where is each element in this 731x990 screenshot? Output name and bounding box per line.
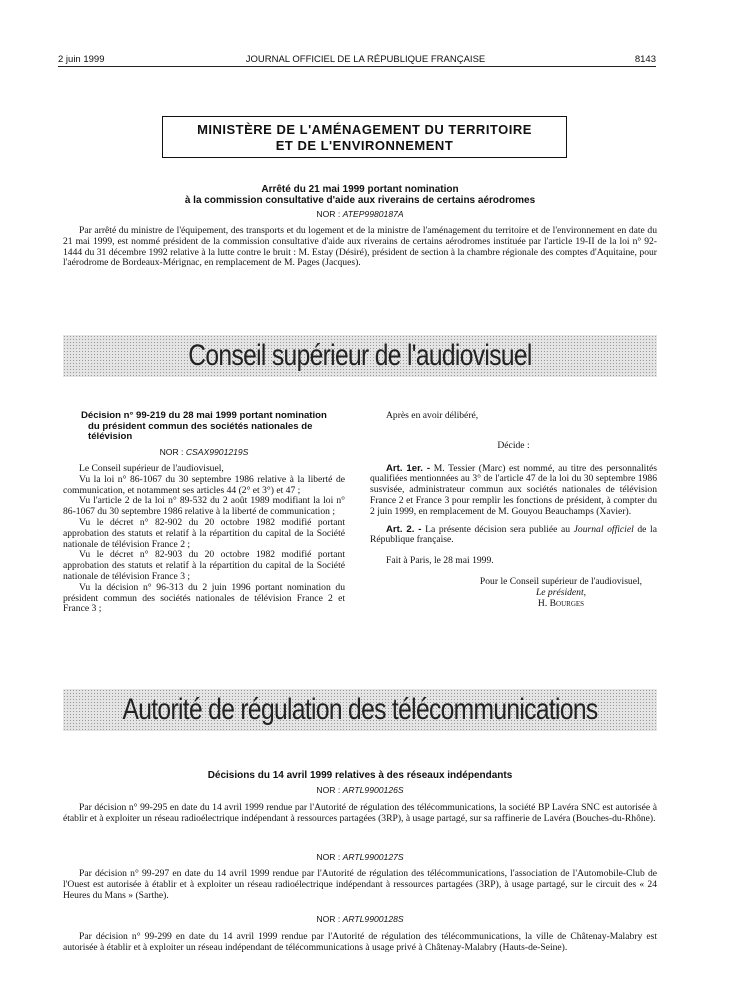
- nor-label: NOR :: [316, 785, 341, 795]
- nor-code: ARTL9900127S: [342, 852, 404, 862]
- csa-decision-title-line2: du président commun des sociétés nationales de: [88, 420, 313, 432]
- csa-signature: [370, 577, 657, 609]
- nor-code: CSAX9901219S: [185, 447, 249, 457]
- art-title: Décisions du 14 avril 1999 relatives à des réseaux indépendants: [207, 770, 513, 781]
- csa-visa-paragraph: Vu la loi n° 86-1067 du 30 septembre 1986 relative à la liberté de communication, et notamment ses articles 44 (2° et 3°) et 47 ;: [63, 473, 345, 496]
- csa-done-at: Fait à Paris, le 28 mai 1999.: [386, 555, 494, 567]
- arrete-nor: [63, 209, 657, 219]
- csa-visa-paragraph: Vu l'article 2 de la loi n° 89-532 du 2 août 1989 modifiant la loi n° 86-1067 du 30 septembre 1986 relative à la liberté de communication ;: [63, 495, 345, 518]
- art-decision-3: [63, 932, 657, 954]
- nor-label: NOR :: [316, 852, 341, 862]
- article-text: La présente décision sera publiée au: [425, 523, 571, 535]
- csa-visa-paragraph: Vu le décret n° 82-902 du 20 octobre 1982 modifié portant approbation des statuts et relatif à la répartition du capital de la Société nationale de télévision France 2 ;: [63, 516, 345, 550]
- csa-right-column: [370, 411, 657, 609]
- csa-article-1: [370, 464, 657, 518]
- section-band-art: [63, 689, 657, 731]
- csa-article-2: [370, 525, 657, 547]
- csa-visas: [63, 464, 345, 615]
- signature-line3: H. Bourges: [537, 597, 585, 609]
- art-decision-1: [63, 803, 657, 825]
- csa-decision-title: [63, 411, 345, 443]
- header-page-number: 8143: [634, 54, 656, 65]
- csa-decision-title-line1: Décision n° 99-219 du 28 mai 1999 portant nomination: [81, 410, 327, 421]
- art-decision-paragraph: Par décision n° 99-299 en date du 14 avril 1999 rendue par l'Autorité de régulation des télécommunications, la ville de Châtenay-Malabry est autorisée à établir et à exploiter un réseau indépendant de télécommunications à usage privé à Châtenay-Malabry (Hauts-de-Seine).: [63, 931, 657, 953]
- article-text: M. Tessier (Marc) est nommé, au titre des personnalités qualifiées mentionnées au 3° de l'article 47 de la loi du 30 septembre 1986 susvisée, administrateur commun aux sociétés nationales de télévision France 2 et France 3 pour remplir les fonctions de président, à compter du 2 juin 1999, en remplacement de M. Gouyou Beauchamps (Xavier).: [370, 462, 657, 517]
- csa-decision-title-line3: télévision: [88, 431, 133, 442]
- nor-label: NOR :: [159, 447, 184, 457]
- nor-label: NOR :: [316, 914, 341, 924]
- ministry-heading-line1: MINISTÈRE DE L'AMÉNAGEMENT DU TERRITOIRE: [197, 122, 532, 137]
- nor-code: ARTL9900128S: [342, 914, 404, 924]
- csa-decide: Décide :: [497, 439, 530, 451]
- ministry-heading-box: [162, 116, 567, 158]
- article-text: de la République française.: [370, 523, 657, 546]
- art-decision-paragraph: Par décision n° 99-297 en date du 14 avril 1999 rendue par l'Autorité de régulation des télécommunications, l'association de l'Automobile-Club de l'Ouest est autorisée à établir et à exploiter un réseau radioélectrique indépendant à ressources partagées (3RP), à usage partagé, sur le circuit des « 24 Heures du Mans » (Sarthe).: [63, 868, 657, 901]
- article-label: Art. 1er. -: [386, 462, 431, 474]
- section-band-csa: [63, 335, 657, 377]
- art-nor-3: [63, 914, 657, 924]
- nor-label: NOR :: [316, 209, 341, 219]
- csa-deliberation: Après en avoir délibéré,: [386, 410, 479, 421]
- arrete-title-line2: à la commission consultative d'aide aux riverains de certains aérodromes: [184, 195, 536, 206]
- article-text-journal: Journal officiel: [573, 523, 634, 535]
- art-nor-1: [63, 785, 657, 795]
- ministry-heading-line2: ET DE L'ENVIRONNEMENT: [275, 138, 454, 153]
- csa-visa-paragraph: Le Conseil supérieur de l'audiovisuel,: [79, 463, 224, 474]
- arrete-title-line1: Arrêté du 21 mai 1999 portant nomination: [261, 184, 459, 195]
- header-date: 2 juin 1999: [58, 54, 105, 65]
- signature-line1: Pour le Conseil supérieur de l'audiovisuel,: [479, 575, 643, 587]
- section-band-title: Conseil supérieur de l'audiovisuel: [188, 339, 532, 372]
- csa-visa-paragraph: Vu le décret n° 82-903 du 20 octobre 1982 modifié portant approbation des statuts et relatif à la répartition du capital de la Société nationale de télévision France 3 ;: [63, 549, 345, 582]
- arrete-body: [63, 226, 657, 269]
- arrete-paragraph: Par arrêté du ministre de l'équipement, des transports et du logement et de la ministre de l'aménagement du territoire et de l'environnement en date du 21 mai 1999, est nommé président de la commission consultative d'aide aux riverains de certains aérodromes instituée par l'article 19-II de la loi n° 92-1444 du 31 décembre 1992 relative à la lutte contre le bruit : M. Estay (Désiré), président de section à la chambre régionale des comptes d'Aquitaine, pour l'aérodrome de Bordeaux-Mérignac, en remplacement de M. Pages (Jacques).: [63, 225, 657, 269]
- art-nor-2: [63, 852, 657, 862]
- section-band-title: Autorité de régulation des télécommunications: [122, 693, 598, 726]
- header-journal-title: JOURNAL OFFICIEL DE LA RÉPUBLIQUE FRANÇAISE: [245, 54, 486, 65]
- csa-visa-paragraph: Vu la décision n° 96-313 du 2 juin 1996 portant nomination du président commun des sociétés nationales de télévision France 2 et France 3 ;: [63, 581, 345, 615]
- signature-line2: Le président,: [535, 586, 587, 598]
- header-rule: [58, 66, 656, 67]
- csa-nor: [63, 447, 345, 457]
- article-label: Art. 2. -: [386, 523, 422, 535]
- art-decision-2: [63, 869, 657, 901]
- art-decision-paragraph: Par décision n° 99-295 en date du 14 avril 1999 rendue par l'Autorité de régulation des télécommunications, la société BP Lavéra SNC est autorisée à établir et à exploiter un réseau radioélectrique indépendant à ressources partagées (3RP), à usage partagé, sur sa raffinerie de Lavéra (Bouches-du-Rhône).: [63, 802, 657, 824]
- nor-code: ARTL9900126S: [342, 785, 404, 795]
- nor-code: ATEP9980187A: [342, 209, 404, 219]
- arrete-title: [63, 184, 657, 206]
